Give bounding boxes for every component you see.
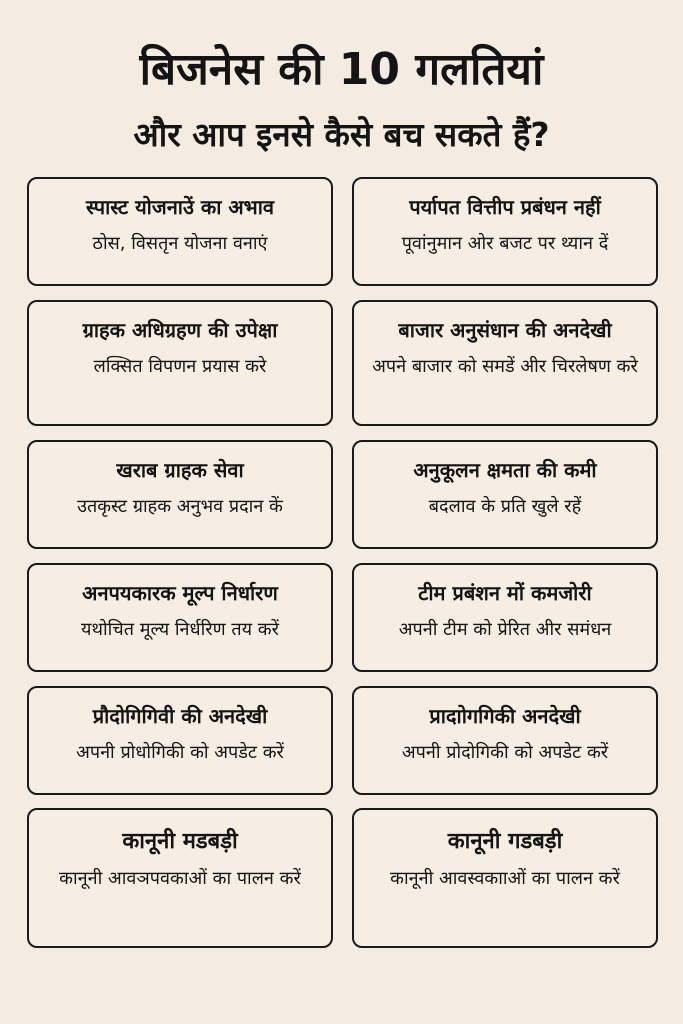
mistake-card [352,563,658,672]
mistake-tip: अपने बाजार को समडें अीर चिरलेषण करे [372,356,638,377]
mistake-tip: उतकृस्ट ग्राहक अनुभव प्रदान कें [77,496,283,517]
mistake-heading: ग्राहक अधिग्रहण की उपेक्षा [82,318,278,342]
mistake-tip: यथोचित मूल्य निर्धरिण तय करें [81,619,279,640]
mistake-heading: खराब ग्राहक सेवा [116,458,244,482]
mistake-heading: कानूनी मडबड़ी [122,829,238,854]
mistake-heading: टीम प्रबंशन मों कमजोरी [418,581,592,605]
mistake-heading: स्पास्ट योजनाउें का अभाव [85,195,275,219]
mistake-heading: अनुकूलन क्षमता की कमी [413,458,597,482]
mistake-card [352,808,658,948]
mistake-tip: अपनी टीम को प्रेरित अीर समंधन [398,619,612,640]
mistake-card [27,563,333,672]
mistake-tip: अपनी प्रोधोगिकी को अपडेट करें [76,742,284,763]
mistake-card [27,686,333,795]
mistake-card [27,440,333,549]
mistake-tip: अपनी प्रोदोगिकी को अपडेट करें [401,742,609,763]
mistake-tip: लक्सित विपणन प्रयास करे [93,356,267,377]
mistake-card [352,177,658,286]
mistake-heading: पर्यापत वित्तीप प्रबंधन नहीं [409,195,601,219]
mistake-card [27,177,333,286]
mistake-tip: बदलाव के प्रति खुले रहें [428,496,582,517]
mistake-card [27,808,333,948]
mistake-heading: बाजार अनुसंधान की अनदेखी [398,318,612,342]
mistake-heading: प्रादाोगगिकी अनदेखी [429,704,581,728]
page-title: बिजनेस की 10 गलतियां [139,44,544,95]
mistake-tip: कानूनी आवस्वका‌ाओं का पालन करें [390,868,620,889]
mistake-heading: अनपयकारक मूल्प निर्धारण [82,581,278,605]
mistake-heading: प्रौदोगिगिवी की अनदेखी [92,704,268,728]
mistake-tip: पूवांनुमान ओर बजट पर थ्यान दें [401,233,609,254]
mistake-card [352,440,658,549]
page-subtitle: और आप इनसे कैसे बच सकते हैं? [133,115,550,154]
mistake-card [27,300,333,426]
mistake-tip: कानूनी आवञपवकाओं का पालन करें [59,868,301,889]
mistake-tip: ठोस, विसतृन योजना वनाएं [92,233,268,254]
mistake-card [352,686,658,795]
mistake-heading: कानूनी गडबड़ी [447,829,563,854]
mistake-card [352,300,658,426]
